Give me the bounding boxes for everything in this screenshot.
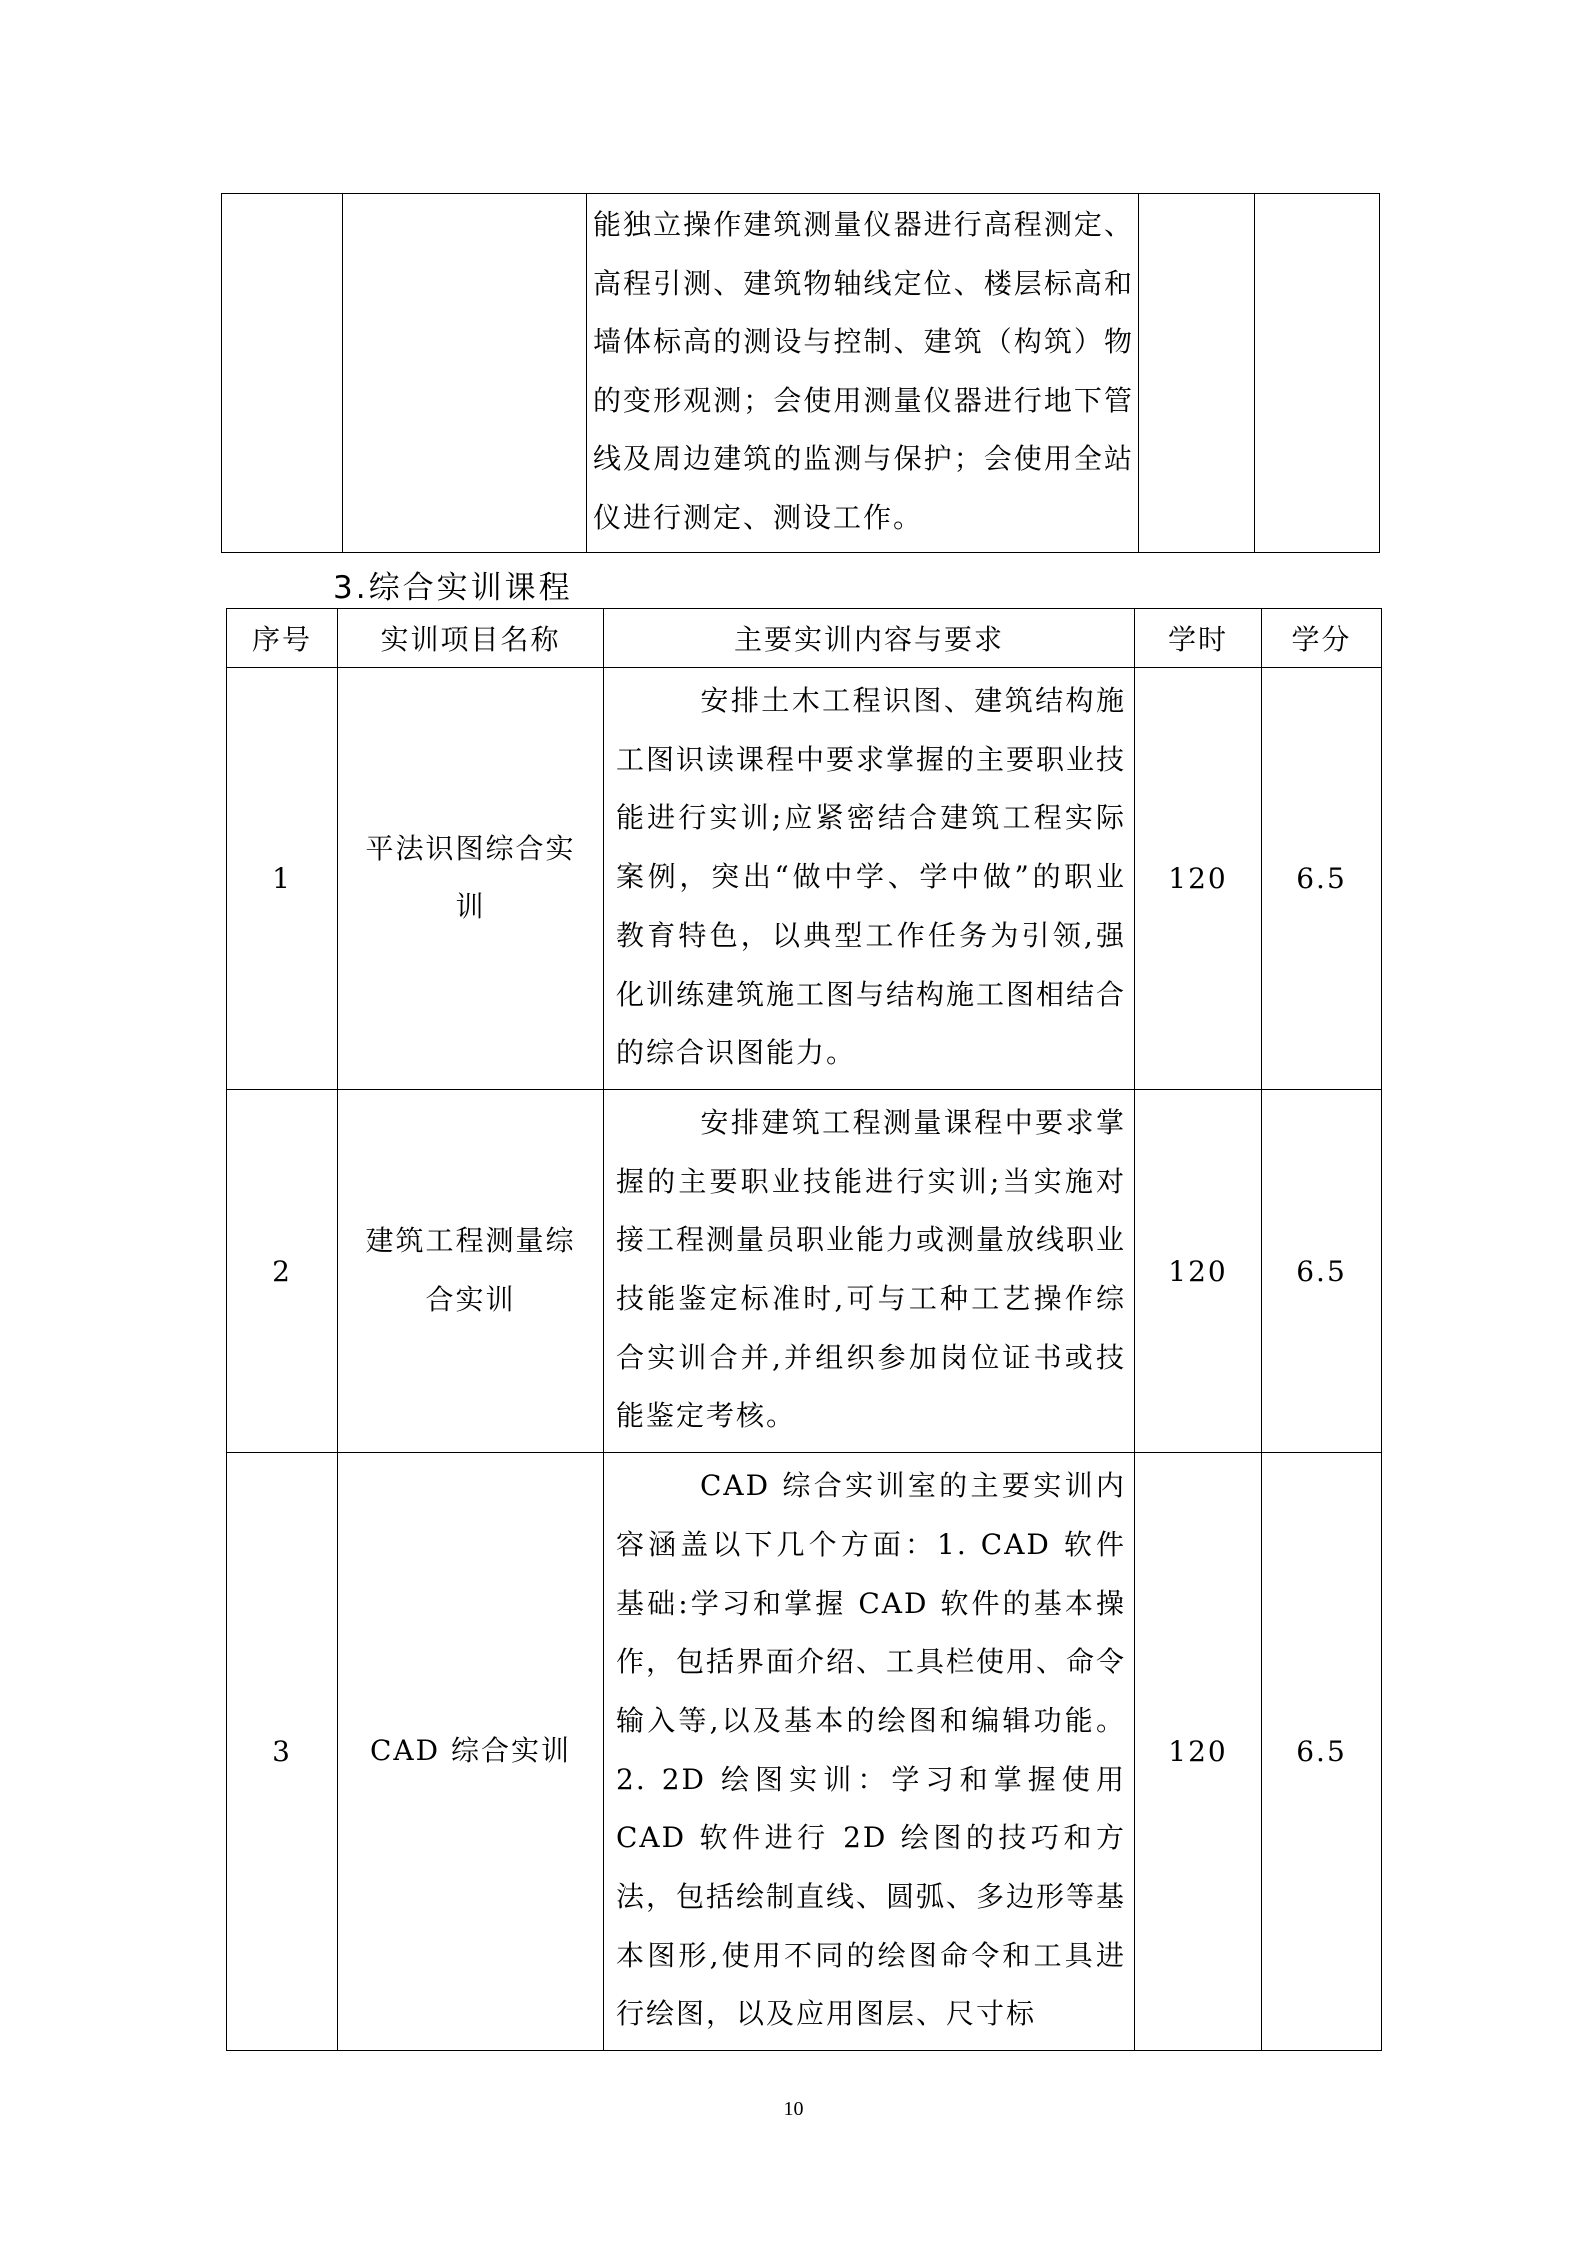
training-course-table: [226, 608, 1382, 2051]
row-credits: 6.5: [1262, 1089, 1382, 1452]
row-credits: 6.5: [1262, 668, 1382, 1090]
row-content-text: 安排建筑工程测量课程中要求掌握的主要职业技能进行实训;当实施对接工程测量员职业能力或测量放线职业技能鉴定标准时,可与工种工艺操作综合实训合并,并组织参加岗位证书或技能鉴定考核。: [616, 1105, 1127, 1433]
header-credits: 学分: [1262, 609, 1382, 668]
row-name: 平法识图综合实训: [338, 668, 604, 1090]
empty-cell: [343, 194, 587, 553]
header-index: 序号: [227, 609, 338, 668]
row-content: [604, 1089, 1135, 1452]
table-row: [227, 1453, 1382, 2051]
table-header-row: [227, 609, 1382, 668]
row-name: CAD 综合实训: [338, 1453, 604, 2051]
row-credits: 6.5: [1262, 1453, 1382, 2051]
row-content-text: 安排土木工程识图、建筑结构施工图识读课程中要求掌握的主要职业技能进行实训;应紧密结合建筑工程实际案例，突出“做中学、学中做”的职业教育特色，以典型工作任务为引领,强化训练建筑施工图与结构施工图相结合的综合识图能力。: [616, 684, 1127, 1070]
table-row: [227, 1089, 1382, 1452]
empty-cell: [1255, 194, 1380, 553]
row-content-text: CAD 综合实训室的主要实训内容涵盖以下几个方面：1. CAD 软件基础:学习和掌握 CAD 软件的基本操作，包括界面介绍、工具栏使用、命令输入等,以及基本的绘图和编辑功能。2. 2D 绘图实训：学习和掌握使用 CAD 软件进行 2D 绘图的技巧和方法，包括绘制直线、圆弧、多边形等基本图形,使用不同的绘图命令和工具进行绘图，以及应用图层、尺寸标: [616, 1469, 1127, 2031]
row-index: 1: [227, 668, 338, 1090]
page-number: 10: [783, 2098, 804, 2120]
empty-cell: [1139, 194, 1255, 553]
row-index: 3: [227, 1453, 338, 2051]
row-hours: 120: [1135, 668, 1262, 1090]
table-row: [222, 194, 1380, 553]
header-content: 主要实训内容与要求: [604, 609, 1135, 668]
table-row: [227, 668, 1382, 1090]
empty-cell: [222, 194, 343, 553]
row-name: 建筑工程测量综合实训: [338, 1089, 604, 1452]
row-hours: 120: [1135, 1453, 1262, 2051]
row-content: [604, 1453, 1135, 2051]
row-index: 2: [227, 1089, 338, 1452]
header-hours: 学时: [1135, 609, 1262, 668]
section-heading: 3.综合实训课程: [333, 570, 573, 606]
continuation-table: [221, 193, 1380, 553]
row-hours: 120: [1135, 1089, 1262, 1452]
row-content: [604, 668, 1135, 1090]
continuation-text: 能独立操作建筑测量仪器进行高程测定、高程引测、建筑物轴线定位、楼层标高和墙体标高的测设与控制、建筑（构筑）物的变形观测；会使用测量仪器进行地下管线及周边建筑的监测与保护；会使用全站仪进行测定、测设工作。: [587, 194, 1139, 553]
header-name: 实训项目名称: [338, 609, 604, 668]
